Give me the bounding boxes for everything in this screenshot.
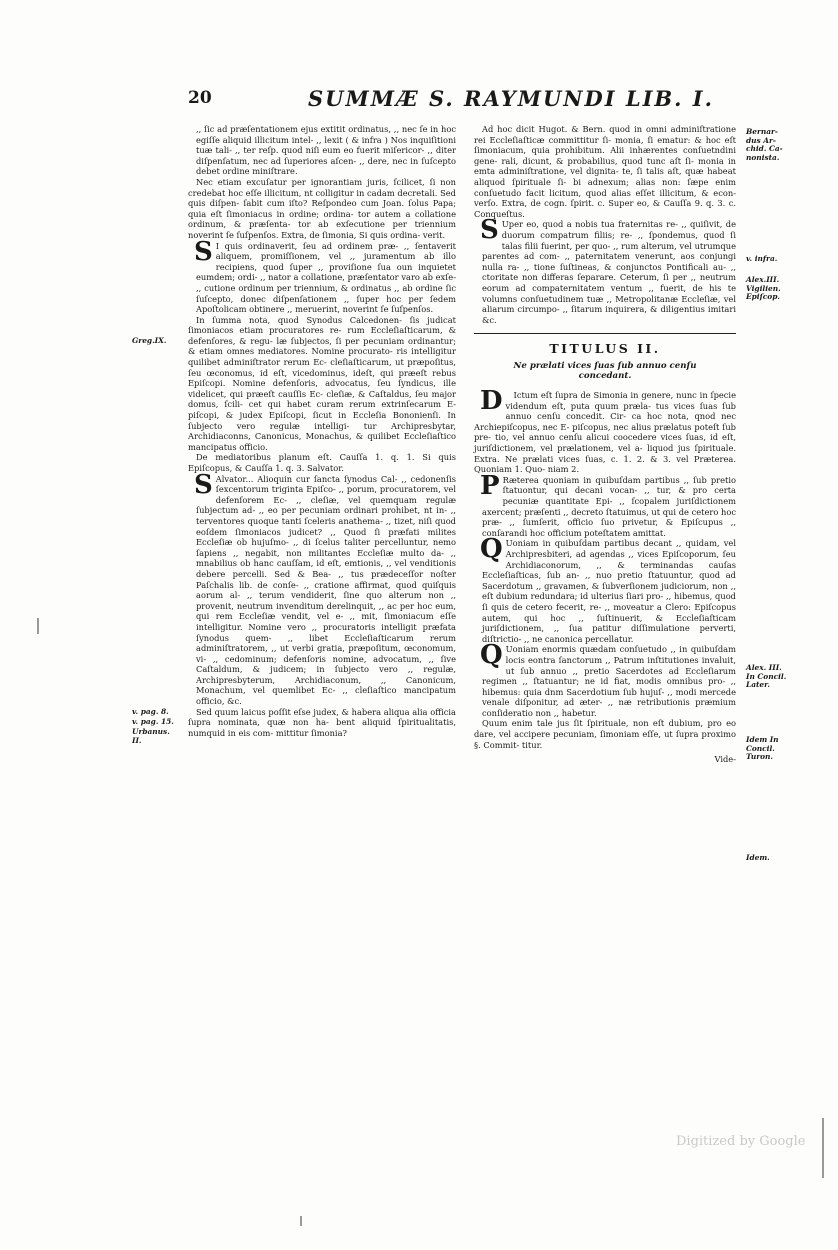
drop-cap: S (194, 469, 213, 500)
margin-note-vpag15: v. pag. 15. (132, 717, 174, 726)
margin-note-vpag8: v. pag. 8. (132, 707, 169, 716)
margin-note-alex-iii-later: Alex. III. In Concil. Later. (746, 663, 787, 690)
page-number: 20 (188, 88, 212, 108)
right-para-3-text: Ictum eſt ſupra de Simonia in genere, nunc in ſpecie videndum eſt, puta quum præla- tus vices ſuas ſub annuo cenſu concedit. Cir- ca hoc nota, qnod nec Archiepiſcopus, nec E- piſcopus, nec alius prælatus poteſt ſub pre- tio, vel annuo cenſu alicui coocedere vices ſuas, id eſt, juriſdictionem, vel prælationem, vel a- liquod jus ſpirituale. Extra. Ne prælati vices ſuas, c. 1. 2. & 3. vel Præterea. Quoniam 1. Quo- niam 2. (474, 390, 736, 475)
drop-cap: Q (480, 534, 503, 565)
left-para-3-text: I quis ordinaverit, ſeu ad ordinem præ- ,, ſentaverit aliquem, promiſſionem, vel ,, juramentum ab illo recipiens, quod ſuper ,, proviſione ſua oun inquietet eumdem; ordi- ,, nator a collatione, præſentator varo ab exſe- ,, cutione ordinum per triennium, & ordinatus ,, ab ordine ſic ſuſcepto, donec diſpenſationem ,, ſuper hoc per ſedem Apoſtolicam obtinere ,, meruerint, noverint ſe ſuſpenſos. (196, 240, 456, 315)
left-para-1: ,, ſic ad præſentationem ejus extitit ordinatus, ,, nec ſe in hoc egiſſe aliquid illicitum intel- ,, lexit ( & infra ) Nos inquiſitioni tuæ tali- ,, ter reſp. quod niſi eum eo fuerit miſericor- ,, diter diſpenſatum, nec ad ſuperiores aſcen- ,, dere, nec in ſuſcepto debet ordine miniſtrare. (196, 124, 456, 177)
margin-note-vinfra: v. infra. (746, 254, 778, 263)
right-para-7: Quum enim tale jus ſit ſpirituale, non eſt dubium, pro eo dare, vel accipere pecuniam, ſimoniam eſſe, ut ſupra proximo §. Commit- titur. (474, 718, 736, 750)
section-subtitle: Ne prælati vices ſuas ſub annuo cenſu concedant. (513, 360, 697, 382)
right-para-4 (474, 470, 736, 539)
drop-cap: Q (480, 640, 503, 671)
right-para-6-text: Uoniam enormis quædam conſuetudo ,, in quibuſdam locis eontra ſanctorum ,, Patrum inſtitutiones invaluit, ut ſub annuo ,, pretio Sacerdotes ad Eccleſiarum regimen ,, ſtatuantur; ne id fiat, modis omnibus pro- ,, hibemus: quia dnm Sacerdotium ſub hujuſ- ,, modi mercede venale diſponitur, ad æter- ,, næ retributionis præmium conſideratio non ,, habetur. (482, 644, 736, 718)
left-para-3 (188, 236, 456, 315)
right-para-4-text: Ræterea quoniam in quibuſdam partibus ,, ſub pretio ſtatuontur, qui decani vocan- ,, tur, & pro certa pecuniæ quantitate Epi- ,, ſcopalem juriſdictionem axercent; præſenti ,, decreto ſtatuimus, ut qui de cetero hoc præ- ,, ſumſerit, officio ſuo privetur, & Epiſcupus ,, conſarandi hoc officium poteſtatem amittat. (482, 474, 736, 538)
section-divider (474, 333, 736, 334)
catchword: Vide- (714, 754, 736, 765)
left-para-6 (188, 469, 456, 707)
left-column (188, 124, 456, 738)
right-para-5 (474, 534, 736, 644)
scan-speck (37, 618, 39, 634)
right-para-3 (474, 386, 736, 475)
left-para-5: De mediatoribus planum eſt. Cauſſa 1. q. 1. Si quis Epiſcopus, & Cauſſa 1. q. 3. Salvator. (188, 452, 456, 473)
margin-note-greg: Greg.IX. (132, 336, 167, 345)
right-para-2 (474, 215, 736, 325)
drop-cap: S (480, 215, 499, 246)
right-column (474, 124, 736, 765)
margin-note-bernard: Bernar- dus Ar- chid. Ca- nonista. (746, 127, 783, 162)
margin-note-idem-turon: Idem In Concil. Turon. (746, 735, 779, 762)
left-para-2: Nec etiam excuſatur per ignorantiam juris, ſcilicet, ſi non credebat hoc eſſe illicitum, nt colligitur in cadam decretali. Sed quis diſpen- ſabit cum iſto? Reſpondeo cum Joan. ſolus Papa; quia eſt ſimoniacus in ordine; ordina- tor autem a collatione ordinum, & præſenta- tor ab exſecutione per triennium noverint ſe ſuſpenſos. Extra, de ſimonia, Si quis ordina- verit. (188, 176, 456, 240)
margin-note-alex-iii-vigilien: Alex.III. Vigilien. Epiſcop. (746, 275, 781, 302)
drop-cap: S (194, 236, 213, 267)
drop-cap: D (480, 386, 503, 417)
right-para-6 (474, 640, 736, 718)
left-para-7: Sed quum laicus poſſit eſse judex, & habera aliqua alia officia ſupra nominata, quæ non ha- bent aliquid ſpiritualitatis, numquid in eis com- mittitur ſimonia? (188, 706, 456, 738)
scan-speck (822, 1118, 824, 1178)
left-para-4: In ſumma nota, quod Synodus Calcedonen- ſis judicat ſimoniacos etiam procuratores re- rum Eccleſiaſticarum, & defenſores, & regu- læ ſubjectos, ſi per pecuniam ordinantur; & etiam omnes mediatores. Nomine procurato- ris intelligitur quilibet adminiſtrator rerum Ec- cleſiaſticarum, ut præpoſitus, ſeu œconomus, id eſt, vicedominus, ideſt, qui præeſt rebus Epiſcopi. Nomine defenſoris, advocatus, ſeu ſyndicus, ille videlicet, qui præeſt cauſſis Ec- cleſiæ, & Caſtaldus, ſeu major domus, ſcili- cet qui habet curam rerum extrinſecarum E- piſcopi, & judex Epiſcopi, ſicut in Eccleſia Bononienſi. In ſubjecto vero regulæ intelligi- tur Archipresbytar, Archidiaconns, Canonicus, Monachus, & quilibet Eccleſiaſtico mancipatus officio. (188, 314, 456, 452)
margin-note-urbanus: Urbanus. II. (132, 727, 170, 745)
right-para-5-text: Uoniam in quibuſdam partibus decant ,, quidam, vel Archipresbiteri, ad agendas ,, vices Epiſcoporum, ſeu Archidiaconorum, ,, & terminandas cauſas Eccleſiaſticas, ſub an- ,, nuo pretio ſtatuuntur, quod ad Sacerdotum ,, gravamen, & ſubverſionem judiciorum, non ,, eſt dubium redundara; id ulterius ſiari pro- ,, hibemus, quod ſi quis de cetero fecerit, re- ,, moveatur a Clero: Epiſcopus autem, qui hoc ,, ſuſtinuerit, & Eccleſiaſticam juriſdictionem, ,, ſua patitur diſſimulatione perverti, diſtrictio- ,, ne canonica percellatur. (482, 538, 736, 644)
section-title: TITULUS II. (549, 341, 661, 357)
margin-note-idem: Idem. (746, 853, 770, 862)
scan-speck (300, 1216, 302, 1226)
drop-cap: P (480, 470, 500, 501)
google-watermark: Digitized by Google (676, 1134, 806, 1149)
running-head: SUMMÆ S. RAYMUNDI LIB. I. (308, 86, 714, 111)
left-para-6-text: Alvator... Alioquin cur ſancta ſynodus Cal- ,, cedonenſis ſexcentorum triginta Epiſco- ,, porum, procuratorem, vel defenſorem Ec- ,, cleſiæ, vel quemquam regulæ ſubjectum ad- ,, eo per pecuniam ordinari prohibet, nt in- ,, terventores quoque tanti ſceleris anathema- ,, tizet, niſi quod eoſdem ſimoniacos judicet? ,, Quod ſi præfati milites Eccleſiæ ob hujuſmo- ,, di ſcelus taliter percelluntur, nemo ſapiens ,, negabit, non militantes Eccleſiæ multo da- ,, mnabilius ob hanc cauſſam, id eſt, emtionis, ,, vel venditionis debere percelli. Sed & Bea- ,, tus prædeceſſor noſter Paſchalis lib. de conſe- ,, cratione affirmat, quod quiſquis aorum al- ,, terum vendiderit, ſine quo alterum non ,, provenit, neutrum invenditum derelinquit, ,, ac per hoc eum, qui rem Eccleſiæ vendit, vel e- ,, mit, ſimoniacum eſſe intelligitur. Nomine vero ,, procuratoris intelligit præfata ſynodus quem- ,, libet Eccleſiaſticarum rerum adminiſtratorem, ,, ut verbi gratia, præpoſitum, œconomum, vi- ,, cedominum; defenſoris nomine, advocatum, ,, ſive Caſtaldum, & judicem; in ſubjecto vero ,, regulæ, Archipresbyterum, Archidiaconum, ,, Canonicum, Monachum, vel quemlibet Ec- ,, cleſiaſtico mancipatum officio, &c. (196, 473, 456, 707)
right-para-1: Ad hoc dicit Hugot. & Bern. quod in omni adminiſtratione rei Eccleſiaſticæ committitur ſi- monia, ſi ematur: & hoc eſt ſimoniacum, quia prohibitum. Alii inhærentes conſuetndini gene- rali, dicunt, & probabilius, quod tunc aſt ſi- monia in emta adminiſtratione, vel dignita- te, ſi talis aſt, quæ habeat aliquod ſpirituale ſi- bi adnexum; alias non: ſæpe enim conſuetudo facit licitum, quod alias eſſet illicitum, & econ- verſo. Extra, de cogn. ſpirit. c. Super eo, & Cauſſa 9. q. 3. c. Conqueſtus. (474, 124, 736, 219)
page-header (188, 86, 768, 112)
right-para-2-text: Uper eo, quod a nobis tua fraternitas re- ,, quiſivit, de duorum compatrum filiis; re- ,, ſpondemus, quod ſi talas filii fuerint, per quo- ,, rum alterum, vel utrumque parentes ad com- ,, paternitatem venerunt, aos conjungi nulla ra- ,, tione ſuſtineas, & conjunctos Pontificali au- ,, ctoritate non differas ſeparare. Ceterum, ſi per ,, neutrum eorum ad compaternitatem ventum ,, fuerit, de his te volumns conſuetudinem tuæ ,, Metropolitanæ Eccleſiæ, vel aliarum circumpo- ,, ſitarum inquirera, & diligentius imitari &c. (482, 219, 736, 325)
